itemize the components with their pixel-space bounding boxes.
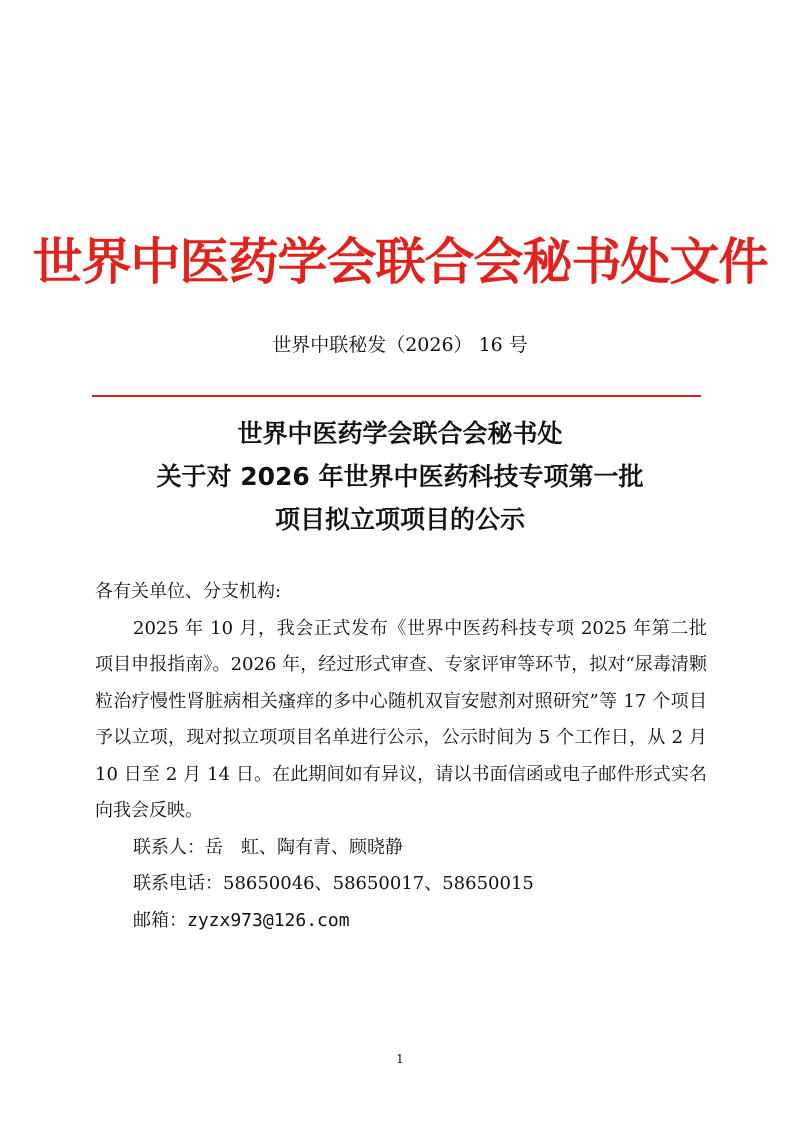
contact-names: 岳 虹、陶有青、顾晓静 (205, 836, 403, 858)
red-divider-line (92, 395, 701, 397)
notice-title (0, 412, 800, 541)
phone-numbers: 58650046、58650017、58650015 (223, 873, 534, 894)
notice-title-line-3: 项目拟立项项目的公示 (274, 505, 525, 534)
notice-title-line-1: 世界中医药学会联合会秘书处 (237, 419, 563, 448)
notice-title-line-2: 关于对 2026 年世界中医药科技专项第一批 (156, 462, 644, 491)
main-paragraph: 2025 年 10 月，我会正式发布《世界中医药科技专项 2025 年第二批项目申报指南》。2026 年，经过形式审查、专家评审等环节，拟对“尿毒清颗粒治疗慢性肾脏病相关瘙痒的多中心随机双盲安慰剂对照研究”等 17 个项目予以立项，现对拟立项项目名单进行公示，公示时间为 5 个工作日，从 2 月 10 日至 2 月 14 日。在此期间如有异议，请以书面信函或电子邮件形式实名向我会反映。 (95, 617, 707, 821)
phone-label: 联系电话： (133, 873, 223, 894)
email-label: 邮箱： (133, 909, 187, 931)
document-number: 世界中联秘发（2026） 16 号 (272, 334, 528, 356)
page-number: 1 (396, 1052, 404, 1066)
document-header-title: 世界中医药学会联合会秘书处文件 (32, 233, 768, 291)
email-address[interactable]: zyzx973@126.com (187, 909, 350, 931)
salutation: 各有关单位、分支机构: (95, 581, 282, 602)
contact-persons-line (95, 830, 707, 867)
contact-email-line (95, 903, 707, 940)
contact-label: 联系人： (133, 836, 205, 858)
contact-phone-line (95, 866, 707, 903)
notice-body (95, 574, 707, 939)
